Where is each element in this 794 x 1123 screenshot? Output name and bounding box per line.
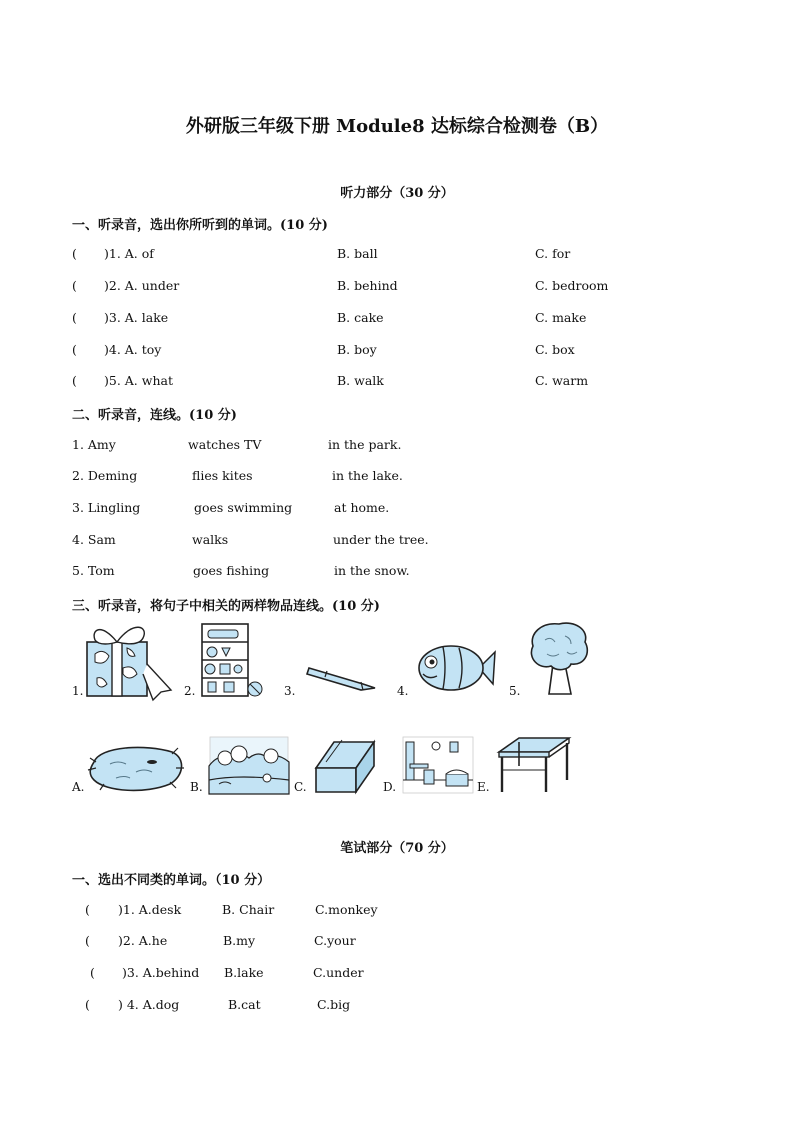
question-option-b: B. cake — [337, 310, 384, 325]
question-option-b: B. ball — [337, 246, 378, 261]
listening-section-1-heading: 一、听录音，选出你所听到的单词。(10 分) — [72, 218, 328, 233]
match-verb: walks — [192, 532, 229, 547]
answer-blank[interactable]: ( — [72, 310, 77, 325]
question-option-c: C. make — [535, 310, 587, 325]
writing-part-header: 笔试部分（70 分） — [340, 841, 454, 856]
answer-blank[interactable]: ( — [85, 902, 90, 917]
question-option-a: )5. A. what — [104, 373, 173, 388]
question-option-b: B. Chair — [222, 902, 275, 917]
toy-shelf-icon — [198, 622, 264, 700]
question-option-b: B. walk — [337, 373, 384, 388]
question-option-c: C. warm — [535, 373, 589, 388]
picture-label: B. — [190, 780, 203, 794]
lake-icon — [86, 740, 188, 794]
question-option-c: C. bedroom — [535, 278, 609, 293]
gift-box-icon — [83, 620, 178, 700]
question-option-a: )3. A. lake — [104, 310, 169, 325]
match-verb: goes fishing — [193, 563, 270, 578]
question-option-c: C.under — [313, 965, 364, 980]
answer-blank[interactable]: ( — [72, 373, 77, 388]
fish-icon — [415, 640, 497, 698]
picture-label: C. — [294, 780, 307, 794]
question-option-b: B. boy — [337, 342, 377, 357]
answer-blank[interactable]: ( — [72, 278, 77, 293]
match-verb: watches TV — [188, 437, 262, 452]
picture-label: 1. — [72, 684, 84, 698]
picture-label: 2. — [184, 684, 196, 698]
question-option-a: )2. A.he — [118, 933, 168, 948]
room-icon — [402, 736, 474, 794]
match-verb: goes swimming — [194, 500, 293, 515]
question-option-b: B.lake — [224, 965, 264, 980]
match-name: 1. Amy — [72, 437, 116, 452]
question-option-a: )1. A. of — [104, 246, 154, 261]
question-option-a: )2. A. under — [104, 278, 180, 293]
question-option-c: C. for — [535, 246, 571, 261]
question-option-c: C.big — [317, 997, 351, 1012]
tree-icon — [527, 620, 591, 696]
park-icon — [209, 736, 289, 794]
picture-label: 5. — [509, 684, 521, 698]
match-place: in the snow. — [334, 563, 410, 578]
match-name: 2. Deming — [72, 468, 138, 483]
match-verb: flies kites — [192, 468, 253, 483]
match-place: at home. — [334, 500, 390, 515]
pen-icon — [305, 662, 379, 692]
answer-blank[interactable]: ( — [85, 933, 90, 948]
desk-icon — [497, 736, 571, 794]
question-option-b: B.my — [223, 933, 256, 948]
question-option-b: B. behind — [337, 278, 398, 293]
match-name: 3. Lingling — [72, 500, 141, 515]
question-option-a: )4. A. toy — [104, 342, 162, 357]
picture-label: D. — [383, 780, 397, 794]
question-option-b: B.cat — [228, 997, 261, 1012]
picture-label: A. — [72, 780, 85, 794]
question-option-c: C. box — [535, 342, 575, 357]
question-option-a: )1. A.desk — [118, 902, 182, 917]
match-place: under the tree. — [333, 532, 429, 547]
listening-section-2-heading: 二、听录音，连线。(10 分) — [72, 408, 237, 423]
picture-label: E. — [477, 780, 490, 794]
picture-label: 3. — [284, 684, 296, 698]
answer-blank[interactable]: ( — [85, 997, 90, 1012]
match-name: 5. Tom — [72, 563, 115, 578]
box-icon — [312, 738, 378, 794]
answer-blank[interactable]: ( — [90, 965, 95, 980]
question-option-c: C.monkey — [315, 902, 378, 917]
answer-blank[interactable]: ( — [72, 342, 77, 357]
page-title: 外研版三年级下册 Module8 达标综合检测卷（B） — [185, 116, 609, 137]
match-place: in the park. — [328, 437, 402, 452]
question-option-a: ) 4. A.dog — [118, 997, 180, 1012]
answer-blank[interactable]: ( — [72, 246, 77, 261]
question-option-a: )3. A.behind — [122, 965, 200, 980]
writing-section-1-heading: 一、选出不同类的单词。（10 分） — [72, 873, 271, 888]
listening-part-header: 听力部分（30 分） — [340, 186, 454, 201]
listening-section-3-heading: 三、听录音，将句子中相关的两样物品连线。(10 分) — [72, 599, 380, 614]
match-name: 4. Sam — [72, 532, 116, 547]
match-place: in the lake. — [332, 468, 403, 483]
question-option-c: C.your — [314, 933, 356, 948]
picture-label: 4. — [397, 684, 409, 698]
